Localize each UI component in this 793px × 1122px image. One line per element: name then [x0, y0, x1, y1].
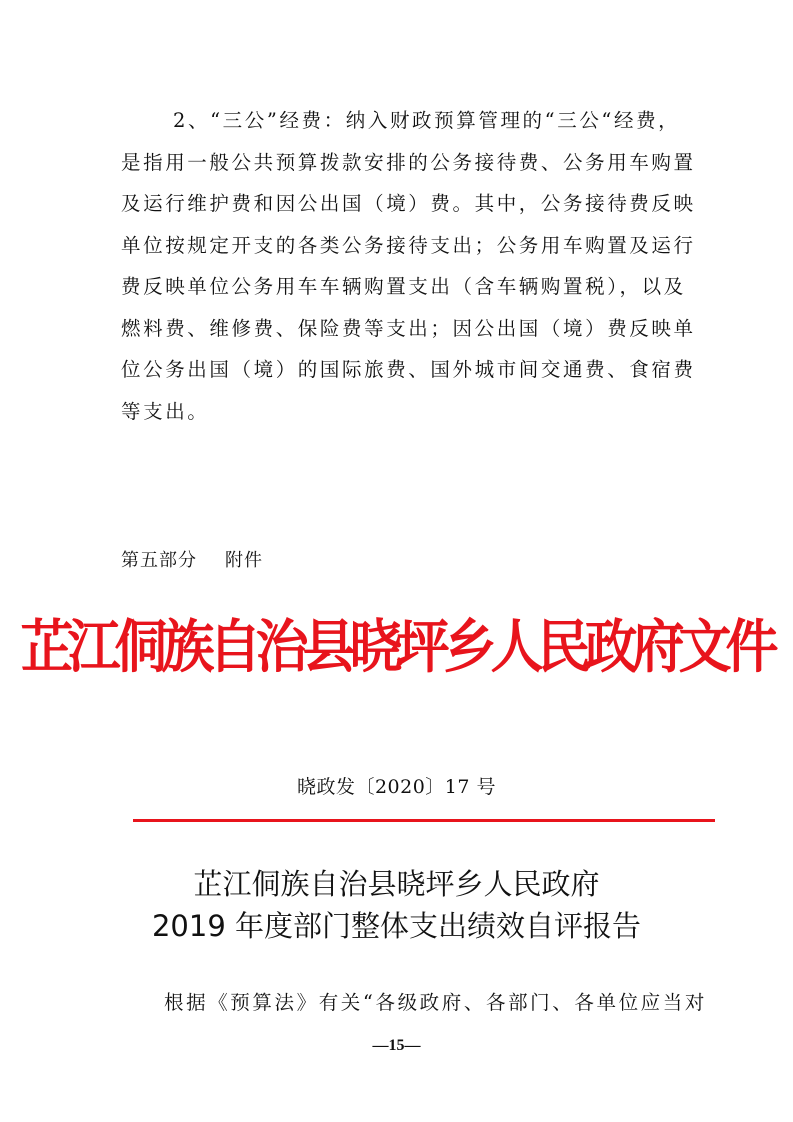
section-part-label: 第五部分 [121, 550, 197, 571]
paragraph-line: 2、“三公”经费：纳入财政预算管理的“三公“经费， [173, 109, 681, 132]
paragraph-line: 燃料费、维修费、保险费等支出；因公出国（境）费反映单 [121, 316, 696, 340]
report-body-first-line: 根据《预算法》有关“各级政府、各部门、各单位应当对 [164, 991, 707, 1014]
paragraph-line: 位公务出国（境）的国际旅费、国外城市间交通费、食宿费 [121, 358, 696, 381]
red-header-title: 芷江侗族自治县晓坪乡人民政府文件 [20, 614, 773, 681]
paragraph-line: 是指用一般公共预算拨款安排的公务接待费、公务用车购置 [121, 150, 696, 174]
paragraph-line: 单位按规定开支的各类公务接待支出；公务用车购置及运行 [121, 233, 696, 257]
paragraph-line: 费反映单位公务用车车辆购置支出（含车辆购置税），以及 [121, 275, 686, 298]
report-title-line-1: 芷江侗族自治县晓坪乡人民政府 [193, 867, 600, 901]
document-number: 晓政发〔2020〕17 号 [296, 776, 497, 798]
section-heading [121, 546, 263, 572]
paragraph-line: 及运行维护费和因公出国（境）费。其中，公务接待费反映 [121, 192, 696, 215]
red-divider-line [133, 819, 715, 822]
section-name-label: 附件 [225, 550, 263, 571]
page-number: —15— [372, 1037, 421, 1054]
report-title-line-2: 2019 年度部门整体支出绩效自评报告 [151, 909, 642, 943]
expense-definition-paragraph [121, 100, 696, 432]
paragraph-line: 等支出。 [121, 399, 210, 423]
